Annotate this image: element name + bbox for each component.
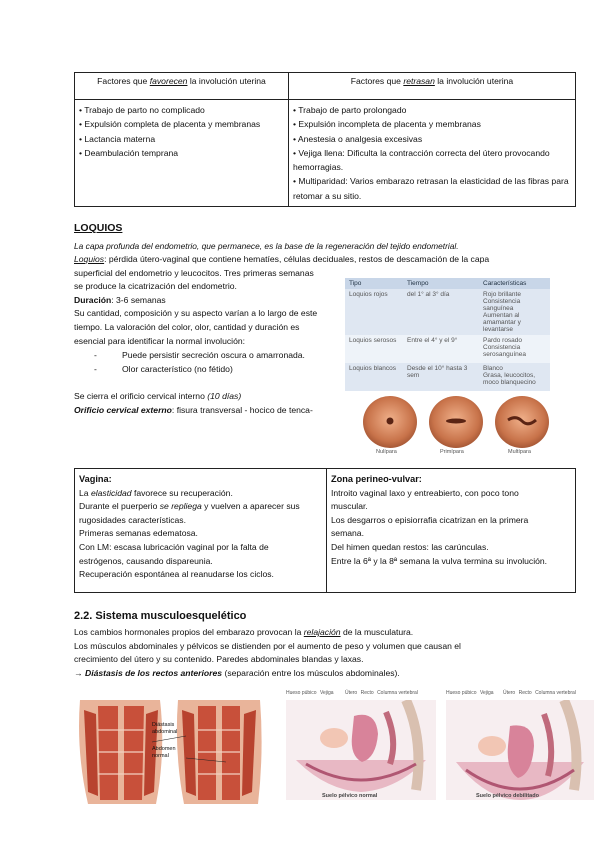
os-external-value: : fisura transversal - hocico de tenca- [171,404,313,415]
os-internal: Se cierra el orificio cervical interno [74,391,208,402]
favor-item: • Trabajo de parto no complicado [79,103,284,117]
row-caract: Pardo rosado Consistencia serosanguínea [479,335,550,363]
os-external-label: Orificio cervical externo [74,404,172,415]
pelvis-label: Útero [502,690,516,696]
musculo-emphasis: relajación [303,627,341,637]
vagina-line: Recuperación espontánea al reanudarse los ciclos. [79,569,274,580]
abdomen-label: Diástasis abdominal [152,722,178,735]
delay-list [293,103,571,203]
delay-cell [289,100,576,207]
favor-cell [75,100,289,207]
musculo-line: Los músculos abdominales y pélvicos se distienden por el aumento de peso y volumen que causan el [74,640,461,651]
pelvis-weak-illustration [446,700,594,800]
pelvis-labels [446,690,576,696]
cervix-figure [358,393,554,461]
zona-line: Entre la 6ª y la 8ª semana la vulva termina su involución. [331,555,548,566]
pelvis-label: Columna vertebral [377,690,418,696]
favor-item: • Expulsión completa de placenta y membranas [79,117,284,131]
delay-item: • Anestesia o analgesia excesivas [293,132,571,146]
loquios-types-table [345,278,550,391]
zona-line: Del himen quedan restos: las carúnculas. [331,541,489,552]
os-internal-time: (10 días) [207,391,242,402]
musculo-body: Los cambios hormonales propios del embarazo provocan la relajación de la musculatura. Los músculos abdominales y pélvicos se distienden por el aumento de peso y volumen que causan el crecimiento del útero y su contenido. Paredes abdominales blandas y laxas. → Diástasis de los rectos anteriores (separación entre los músculos abdominales). [74,626,584,680]
zona-line: Introito vaginal laxo y entreabierto, con poco tono [331,487,519,498]
favor-item: • Lactancia materna [79,132,284,146]
row-tiempo: Desde el 10° hasta 3 sem [403,363,479,391]
pelvis-label: Hueso púbico [446,690,477,696]
loquios-bullet: - Olor característico (no fétido) [74,362,574,376]
abdomen-label: Abdomen normal [152,746,176,759]
row-tipo: Loquios rojos [345,289,403,335]
musculo-emphasis: Diástasis de los rectos anteriores [84,667,223,678]
loquios-body-line1: Su cantidad, composición y su aspecto varían a lo largo de este [74,308,318,319]
row-tiempo: del 1° al 3° día [403,289,479,335]
row-tipo: Loquios serosos [345,335,403,363]
delay-item: • Trabajo de parto prolongado [293,103,571,117]
delay-item: • Expulsión incompleta de placenta y membranas [293,117,571,131]
loquios-def-line1: : pérdida útero-vaginal que contiene hematíes, células deciduales, restos de descamación de la capa [104,254,490,264]
cervix-label: Nulípara [376,449,397,455]
col-header-tipo: Tipo [345,278,403,289]
row-tiempo: Entre el 4° y el 9° [403,335,479,363]
loquios-def-line3: se produce la cicatrización del endometrio. [74,281,237,292]
delay-header-emphasis: retrasan [403,76,435,86]
loquios-def-term: Loquios [74,254,105,264]
favor-header: Factores que favorecen la involución uterina [75,73,289,100]
delay-header: Factores que retrasan la involución uterina [289,73,576,100]
pelvis-label: Hueso púbico [286,690,317,696]
pelvis-normal-illustration [286,700,436,800]
loquios-def-line2: superficial del endometrio y leucocitos. Tres primeras semanas [74,267,314,278]
loquios-bullet: - Puede persistir secreción oscura o amarronada. [74,348,574,362]
row-caract: Rojo brillante Consistencia sanguínea Aumentan al amamantar y levantarse [479,289,550,335]
vagina-line: estrógenos, causando dispareunia. [79,555,213,566]
vagina-emphasis: se repliega [159,501,202,512]
pelvis-label: Vejiga [479,690,494,696]
col-header-tiempo: Tiempo [403,278,479,289]
row-caract: Blanco Grasa, leucocitos, moco blanquecino [479,363,550,391]
delay-item: • Vejiga llena: Dificulta la contracción correcta del útero provocando hemorragias. [293,146,571,175]
arrow-icon: → [74,667,85,678]
vagina-emphasis: elasticidad [90,487,132,498]
loquios-title: LOQUIOS [74,222,123,234]
zona-cell [327,469,576,593]
vagina-line: Con LM: escasa lubricación vaginal por la falta de [79,541,269,552]
musculo-title: 2.2. Sistema musculoesquelético [74,610,247,622]
delay-item: • Multiparidad: Varios embarazo retrasan la elasticidad de las fibras para retomar a su sitio. [293,174,571,203]
loquios-body-line2: tiempo. La valoración del color, olor, cantidad y duración es [74,321,300,332]
vagina-line: rugosidades características. [79,514,186,525]
musculo-line: crecimiento del útero y su contenido. Paredes abdominales blandas y laxas. [74,654,364,665]
favor-header-emphasis: favorecen [149,76,188,86]
pelvis-normal-figure [286,690,436,802]
loquios-intro: La capa profunda del endometrio, que permanece, es la base de la regeneración del tejido endometrial. [74,241,459,251]
row-tipo: Loquios blancos [345,363,403,391]
duration-value: : 3-6 semanas [111,294,166,305]
vagina-title: Vagina: [79,474,112,484]
involution-factors-table [74,72,576,207]
cervix-label: Multípara [508,449,531,455]
cervix-illustration [358,393,554,451]
zones-table [74,468,576,593]
col-header-caract: Características [479,278,550,289]
zona-title: Zona perineo-vulvar: [331,474,422,484]
loquios-body-line3: esencial para identificar la normal involución: [74,335,246,346]
pelvis-label: Columna vertebral [535,690,576,696]
favor-list [79,103,284,160]
zona-line: muscular. [331,501,368,512]
pelvis-label: Recto [360,690,374,696]
vagina-cell: Vagina: La elasticidad favorece su recuperación. Durante el puerperio se repliega y vuelven a aparecer sus rugosidades características. Primeras semanas edematosa. Con LM: escasa lubricación vaginal por la falta de estrógenos, causando dispareunia. Recuperación espontánea al reanudarse los ciclos. [75,469,327,593]
pelvis-labels [286,690,418,696]
pelvis-label: Vejiga [319,690,334,696]
pelvis-normal-caption: Suelo pélvico normal [322,793,378,799]
pelvis-label: Útero [344,690,358,696]
duration-label: Duración [74,294,112,305]
zona-line: semana. [331,528,364,539]
pelvis-weak-figure [446,690,596,802]
cervix-label: Primípara [440,449,464,455]
vagina-line: Primeras semanas edematosa. [79,528,198,539]
zona-line: Los desgarros o episiorrafia cicatrizan en la primera [331,514,529,525]
pelvis-label: Recto [518,690,532,696]
abdomen-figure [74,700,262,804]
favor-item: • Deambulación temprana [79,146,284,160]
pelvis-weak-caption: Suelo pélvico debilitado [476,793,539,799]
